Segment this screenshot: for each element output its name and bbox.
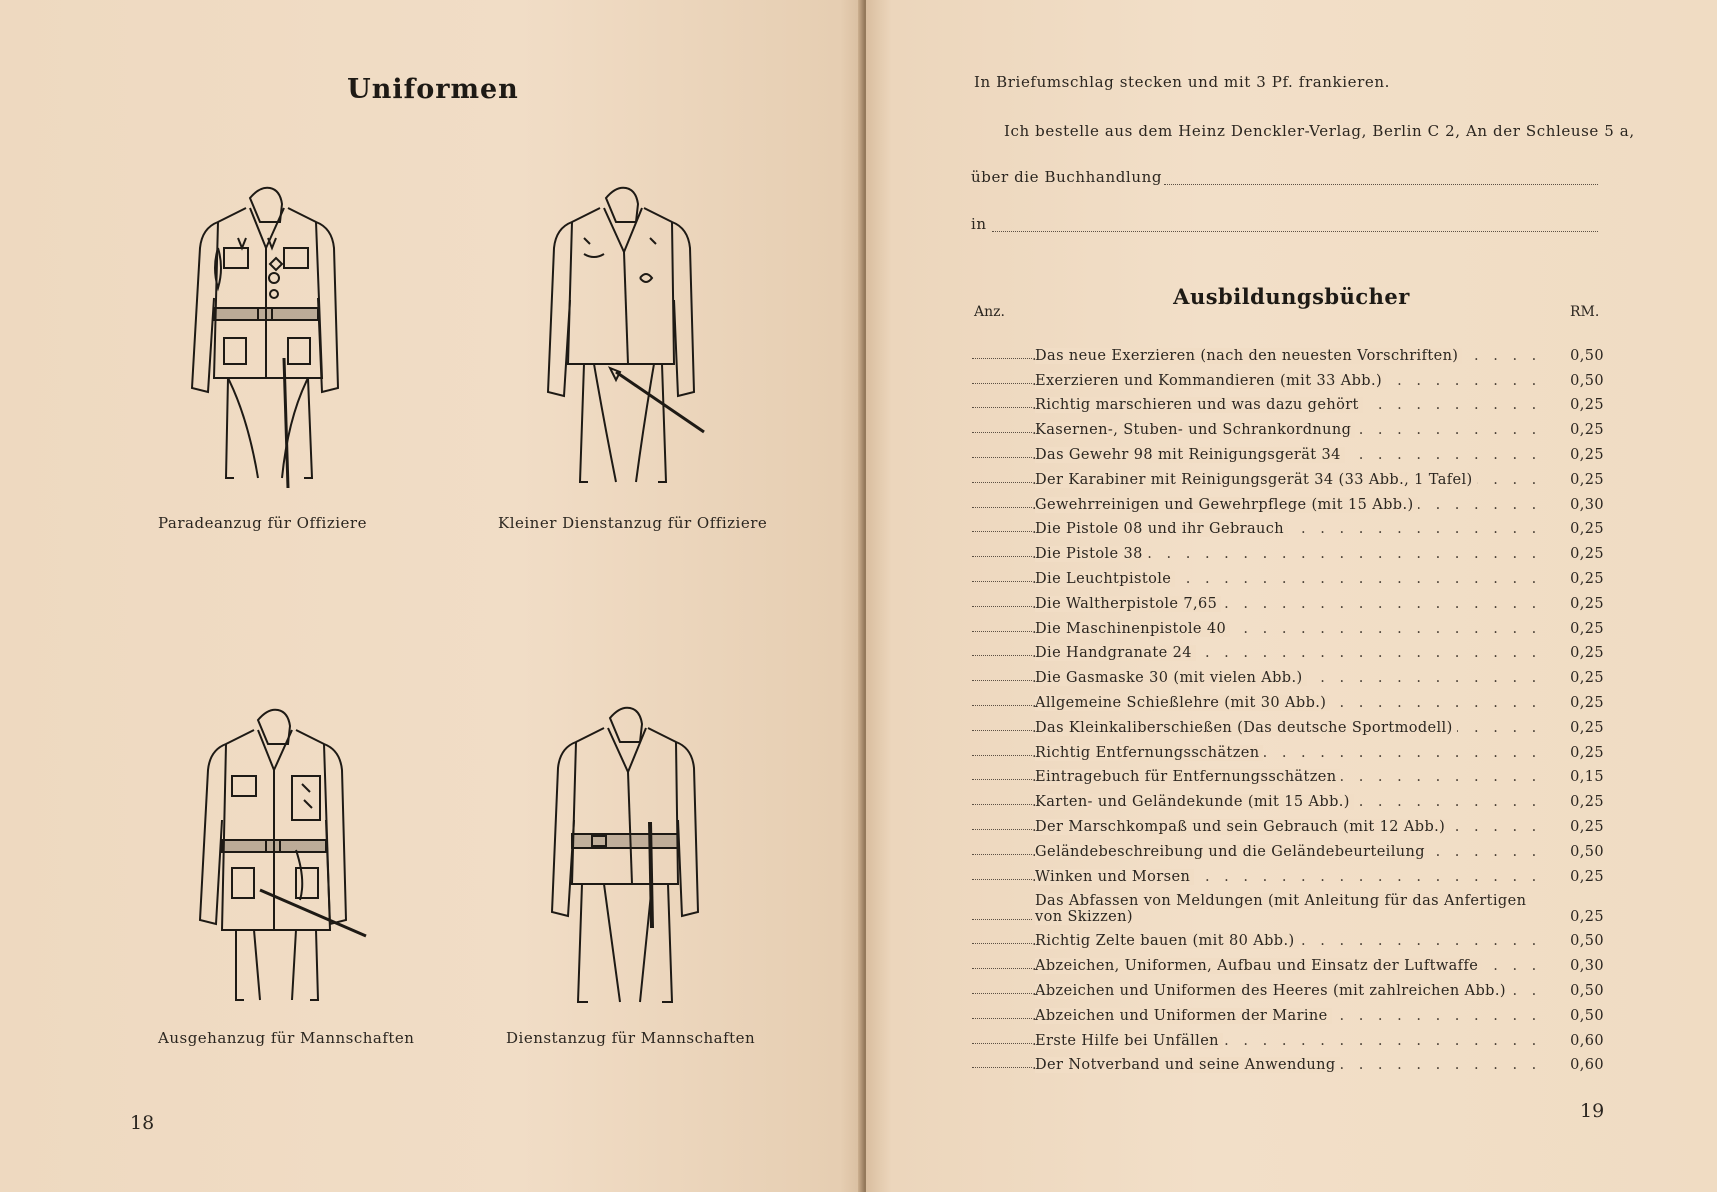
- column-header-price: RM.: [1570, 304, 1600, 320]
- list-item: Der Notverband und seine Anwendung . . . 0,60: [972, 1049, 1604, 1074]
- bookshop-label: über die Buchhandlung: [971, 168, 1163, 186]
- section-title: Ausbildungsbücher: [1173, 284, 1410, 309]
- list-item: Winken und Morsen . . . 0,25: [972, 860, 1604, 885]
- bookshop-fill-line: [1164, 184, 1598, 185]
- book-list: [972, 339, 1604, 1073]
- scan-edge: [0, 1192, 1717, 1200]
- list-item: Richtig marschieren und was dazu gehört . . . 0,25: [972, 389, 1604, 414]
- list-item: Richtig Zelte bauen (mit 80 Abb.) . . . 0,50: [972, 925, 1604, 950]
- location-label: in: [971, 215, 987, 233]
- list-item: Abzeichen und Uniformen des Heeres (mit zahlreichen Abb.) . . . 0,50: [972, 974, 1604, 999]
- list-item: Die Gasmaske 30 (mit vielen Abb.) . . . 0,25: [972, 661, 1604, 686]
- location-fill-line: [992, 231, 1598, 232]
- list-item: Der Marschkompaß und sein Gebrauch (mit 12 Abb.) . . . 0,25: [972, 810, 1604, 835]
- list-item: Richtig Entfernungsschätzen . . . 0,25: [972, 736, 1604, 761]
- page-title: Uniformen: [347, 74, 519, 105]
- order-text: Ich bestelle aus dem Heinz Denckler-Verlag, Berlin C 2, An der Schleuse 5 a,: [1004, 122, 1635, 140]
- list-item: Exerzieren und Kommandieren (mit 33 Abb.) . . . 0,50: [972, 364, 1604, 389]
- list-item: Eintragebuch für Entfernungsschätzen . . . 0,15: [972, 761, 1604, 786]
- figure-caption: Paradeanzug für Offiziere: [158, 514, 367, 532]
- list-item: Karten- und Geländekunde (mit 15 Abb.) . . . 0,25: [972, 785, 1604, 810]
- list-item: Gewehrreinigen und Gewehrpflege (mit 15 Abb.) . . . 0,30: [972, 488, 1604, 513]
- page-number: 19: [1580, 1100, 1605, 1122]
- page-number: 18: [130, 1112, 155, 1134]
- figure-caption: Dienstanzug für Mannschaften: [506, 1029, 756, 1047]
- list-item: Die Waltherpistole 7,65 . . . 0,25: [972, 587, 1604, 612]
- figure-caption: Ausgehanzug für Mannschaften: [158, 1029, 415, 1047]
- column-header-quantity: Anz.: [974, 304, 1005, 320]
- list-item: Geländebeschreibung und die Geländebeurteilung . . . 0,50: [972, 835, 1604, 860]
- list-item: Das Abfassen von Meldungen (mit Anleitung für das Anfertigen von Skizzen) 0,25: [972, 885, 1604, 925]
- list-item: Der Karabiner mit Reinigungsgerät 34 (33 Abb., 1 Tafel) . . . 0,25: [972, 463, 1604, 488]
- figure-walking-out-uniform: [196, 700, 372, 1010]
- list-item: Die Leuchtpistole . . . 0,25: [972, 562, 1604, 587]
- figure-service-uniform-enlisted: [548, 702, 718, 1012]
- figure-parade-uniform: [188, 178, 358, 494]
- list-item: Das Kleinkaliberschießen (Das deutsche Sportmodell) . . . 0,25: [972, 711, 1604, 736]
- figure-small-service-uniform: [544, 182, 714, 492]
- list-item: Abzeichen, Uniformen, Aufbau und Einsatz der Luftwaffe . . . 0,30: [972, 949, 1604, 974]
- list-item: Die Pistole 08 und ihr Gebrauch . . . 0,25: [972, 513, 1604, 538]
- list-item: Das neue Exerzieren (nach den neuesten Vorschriften) . . . 0,50: [972, 339, 1604, 364]
- envelope-instruction: In Briefumschlag stecken und mit 3 Pf. frankieren.: [974, 73, 1390, 91]
- list-item: Die Handgranate 24 . . . 0,25: [972, 637, 1604, 662]
- list-item: Das Gewehr 98 mit Reinigungsgerät 34 . . . 0,25: [972, 438, 1604, 463]
- list-item: Die Maschinenpistole 40 . . . 0,25: [972, 612, 1604, 637]
- list-item: Allgemeine Schießlehre (mit 30 Abb.) . . . 0,25: [972, 686, 1604, 711]
- list-item: Erste Hilfe bei Unfällen . . . 0,60: [972, 1024, 1604, 1049]
- figure-caption: Kleiner Dienstanzug für Offiziere: [498, 514, 768, 532]
- list-item: Abzeichen und Uniformen der Marine . . . 0,50: [972, 999, 1604, 1024]
- list-item: Die Pistole 38 . . . 0,25: [972, 537, 1604, 562]
- list-item: Kasernen-, Stuben- und Schrankordnung . . . 0,25: [972, 413, 1604, 438]
